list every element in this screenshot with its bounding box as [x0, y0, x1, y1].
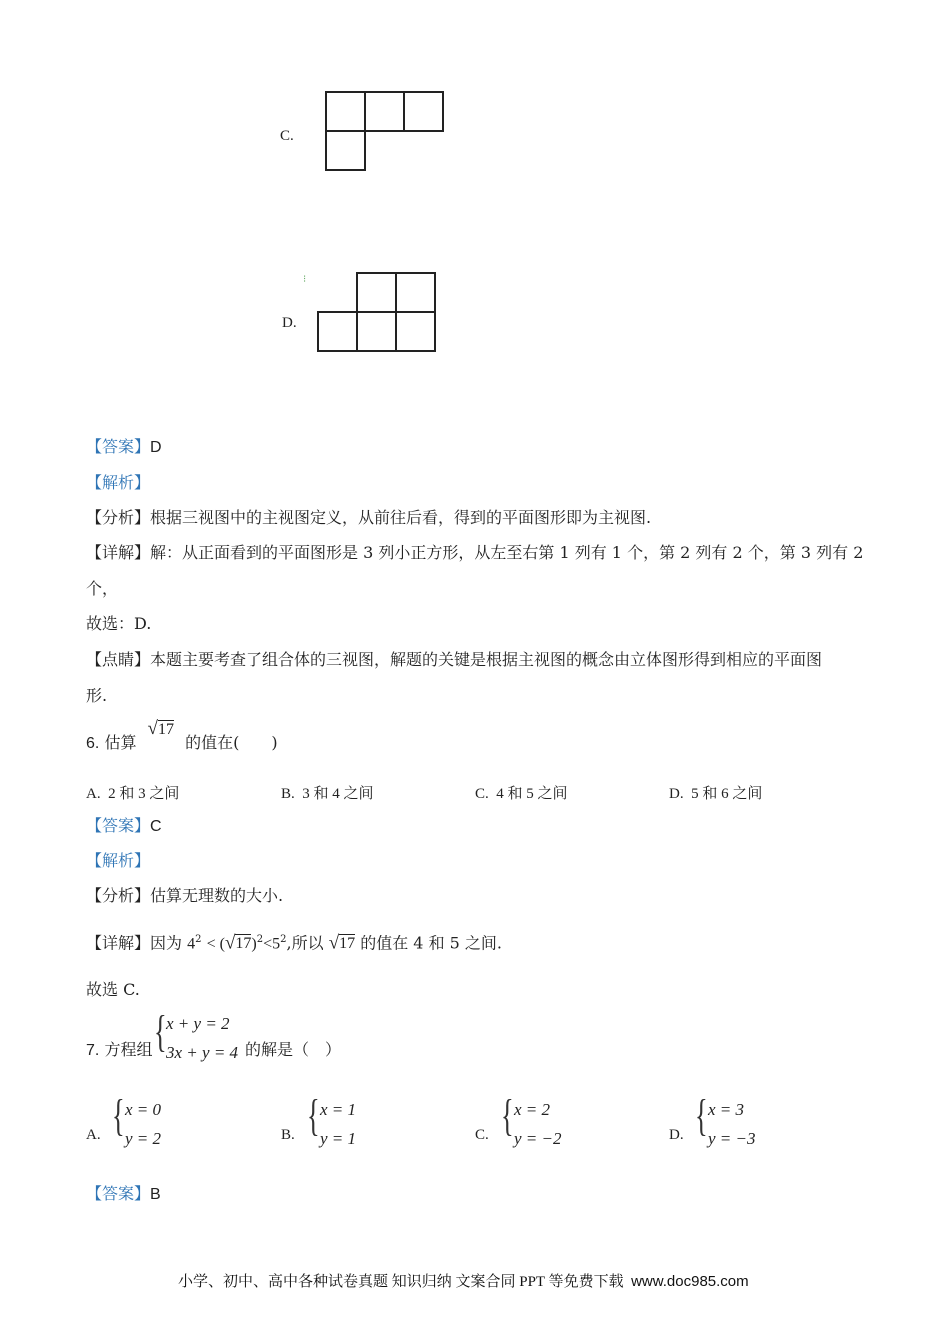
q7-option-b-l2: y = 1 [320, 1129, 357, 1148]
option-c-label: C. [280, 128, 294, 144]
q5-dianjing-line1 [86, 650, 822, 670]
option-c-figure [324, 90, 448, 174]
q7-a-brace: { [112, 1091, 125, 1140]
q5-choose: 故选：D. [86, 614, 152, 633]
q5-dianjing-line2: 形. [86, 686, 108, 705]
q7-stem-start: 7. 方程组 [86, 1040, 153, 1059]
q7-option-a-l1: x = 0 [125, 1100, 162, 1119]
q7-option-c-label: C. [475, 1127, 489, 1143]
dianjing-tag: 【点睛】 [86, 650, 151, 669]
q7-option-c-l1: x = 2 [514, 1100, 551, 1119]
q6-fenxi: 估算无理数的大小. [150, 886, 284, 905]
q6-fenxi-line: 【分析】估算无理数的大小. [86, 886, 284, 905]
q6-choose: 故选 C. [86, 980, 140, 999]
q5-fenxi-line [86, 508, 651, 528]
q7-c-brace: { [501, 1091, 514, 1140]
q6-option-a: A. 2 和 3 之间 [86, 786, 180, 802]
xiangjie-tag: 【详解】 [86, 543, 151, 562]
q6-analysis-line: 【解析】 [86, 853, 151, 870]
q7-d-brace: { [695, 1091, 708, 1140]
q7-answer: B [150, 1186, 161, 1203]
q7-brace: { [154, 1007, 167, 1056]
q6-answer: C [150, 818, 162, 835]
option-d-figure [316, 271, 440, 355]
q6-stem [86, 718, 278, 754]
analysis-tag: 【解析】 [86, 475, 151, 492]
sqrt-17: √17 [147, 718, 174, 739]
q5-xiangjie-line2: 个， [86, 579, 119, 598]
q7-option-b-label: B. [281, 1127, 295, 1143]
q5-dianjing-1: 本题主要考查了组合体的三视图，解题的关键是根据主视图的概念由立体图形得到相应的平面图 [150, 650, 823, 669]
q5-xiangjie-1: 解：从正面看到的平面图形是 3 列小正方形，从左至右第 1 列有 1 个，第 2 列有 2 个，第 3 列有 2 [150, 543, 864, 562]
q7-option-d-l1: x = 3 [708, 1100, 745, 1119]
tiny-mark: ⁝ [303, 274, 307, 285]
q7-stem-suffix: 的解是（ ） [245, 1040, 342, 1059]
footer-site[interactable]: www.doc985.com [631, 1273, 749, 1290]
q7-number: 7. [86, 1042, 100, 1059]
footer-text: 小学、初中、高中各种试卷真题 知识归纳 文案合同 PPT 等免费下载 [178, 1274, 624, 1290]
q7-answer-line: 【答案】B [86, 1186, 161, 1203]
q7-option-a-l2: y = 2 [125, 1129, 162, 1148]
q7-option-c-l2: y = −2 [514, 1129, 562, 1148]
q5-answer: D [150, 439, 162, 456]
q5-fenxi: 根据三视图中的主视图定义，从前往后看，得到的平面图形即为主视图. [150, 508, 652, 527]
q5-analysis-line [86, 473, 150, 494]
q6-option-d: D. 5 和 6 之间 [669, 786, 763, 802]
q6-option-b: B. 3 和 4 之间 [281, 786, 374, 802]
q7-option-b-l1: x = 1 [320, 1100, 357, 1119]
q7-option-a-label: A. [86, 1127, 101, 1143]
q6-stem-prefix: 估算 [104, 733, 137, 752]
q7-option-d-label: D. [669, 1127, 684, 1143]
footer [178, 1270, 749, 1291]
answer-tag: 【答案】 [86, 439, 151, 456]
q6-number: 6. [86, 735, 100, 752]
q6-xiangjie-line: 【详解】因为 $4^2 < (√17)^2<5^2$,所以 √17 的值在 4 和 5 之间. [86, 932, 503, 954]
q7-eq2: 3x + y = 4 [166, 1043, 239, 1062]
q6-answer-line: 【答案】C [86, 818, 162, 835]
q5-answer-line [86, 437, 162, 458]
q6-stem-suffix: 的值在( ) [185, 733, 278, 752]
q5-xiangjie-line1 [86, 543, 863, 563]
q6-option-c: C. 4 和 5 之间 [475, 786, 568, 802]
q7-eq1: x + y = 2 [166, 1014, 230, 1033]
q7-option-d-l2: y = −3 [708, 1129, 756, 1148]
option-d-label: D. [282, 315, 297, 331]
q7-b-brace: { [307, 1091, 320, 1140]
fenxi-tag: 【分析】 [86, 508, 151, 527]
